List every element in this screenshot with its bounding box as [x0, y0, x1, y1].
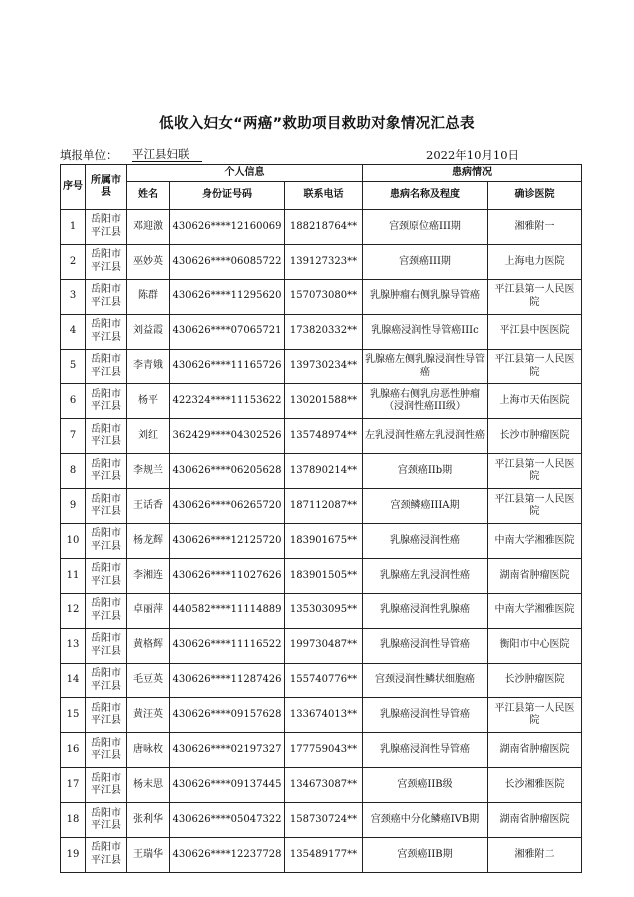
- cell-city: 岳阳市平江县: [86, 593, 127, 628]
- cell-diagnosis: 乳腺癌浸润性乳腺癌: [363, 593, 488, 628]
- cell-city: 岳阳市平江县: [86, 628, 127, 663]
- table-row: [61, 419, 582, 454]
- cell-id-number: 362429****04302526: [170, 419, 285, 454]
- cell-hospital: 平江县中医医院: [488, 314, 582, 349]
- cell-name: 黄汪英: [127, 698, 170, 733]
- reporting-unit-value: 平江县妇联: [132, 147, 202, 162]
- cell-phone: 139730234**: [285, 349, 363, 384]
- table-row: [61, 349, 582, 384]
- cell-hospital: 中南大学湘雅医院: [488, 593, 582, 628]
- cell-phone: 155740776**: [285, 663, 363, 698]
- cell-id-number: 430626****06085722: [170, 244, 285, 279]
- cell-id-number: 430626****06205628: [170, 454, 285, 489]
- cell-city: 岳阳市平江县: [86, 210, 127, 245]
- cell-diagnosis: 宫颈癌IIB期: [363, 838, 488, 873]
- cell-hospital: 湖南省肿瘤医院: [488, 733, 582, 768]
- header-phone: 联系电话: [285, 182, 363, 210]
- cell-hospital: 平江县第一人民医院: [488, 698, 582, 733]
- cell-phone: 158730724**: [285, 803, 363, 838]
- cell-id-number: 430626****12125720: [170, 524, 285, 559]
- cell-city: 岳阳市平江县: [86, 558, 127, 593]
- cell-diagnosis: 乳腺癌浸润性导管癌: [363, 698, 488, 733]
- cell-id-number: 430626****11287426: [170, 663, 285, 698]
- table-row: [61, 244, 582, 279]
- cell-city: 岳阳市平江县: [86, 349, 127, 384]
- table-row: [61, 628, 582, 663]
- cell-name: 李规兰: [127, 454, 170, 489]
- cell-seq: 18: [61, 803, 86, 838]
- cell-name: 陈群: [127, 279, 170, 314]
- cell-hospital: 湖南省肿瘤医院: [488, 558, 582, 593]
- cell-hospital: 上海电力医院: [488, 244, 582, 279]
- cell-name: 王话香: [127, 489, 170, 524]
- cell-phone: 183901675**: [285, 524, 363, 559]
- cell-id-number: 430626****09157628: [170, 698, 285, 733]
- cell-phone: 199730487**: [285, 628, 363, 663]
- cell-phone: 133674013**: [285, 698, 363, 733]
- table-row: [61, 663, 582, 698]
- cell-city: 岳阳市平江县: [86, 384, 127, 419]
- cell-name: 李青娥: [127, 349, 170, 384]
- cell-seq: 2: [61, 244, 86, 279]
- cell-hospital: 平江县第一人民医院: [488, 454, 582, 489]
- cell-id-number: 430626****11165726: [170, 349, 285, 384]
- cell-hospital: 平江县第一人民医院: [488, 489, 582, 524]
- cell-diagnosis: 乳腺癌浸润性导管癌: [363, 733, 488, 768]
- document-title: 低收入妇女“两癌”救助项目救助对象情况汇总表: [159, 116, 475, 132]
- cell-city: 岳阳市平江县: [86, 279, 127, 314]
- header-hospital: 确诊医院: [488, 182, 582, 210]
- cell-city: 岳阳市平江县: [86, 733, 127, 768]
- header-personal-info: 个人信息: [127, 165, 363, 182]
- cell-id-number: 430626****11116522: [170, 628, 285, 663]
- header-seq: 序号: [61, 165, 86, 210]
- report-meta: [60, 147, 580, 163]
- cell-city: 岳阳市平江县: [86, 698, 127, 733]
- cell-hospital: 长沙市肿瘤医院: [488, 419, 582, 454]
- cell-diagnosis: 宫颈癌IIB级: [363, 768, 488, 803]
- cell-id-number: 430626****06265720: [170, 489, 285, 524]
- cell-phone: 130201588**: [285, 384, 363, 419]
- header-disease-info: 患病情况: [363, 165, 582, 182]
- cell-diagnosis: 乳腺癌浸润性导管癌IIIc: [363, 314, 488, 349]
- cell-hospital: 长沙肿瘤医院: [488, 663, 582, 698]
- cell-name: 黄格辉: [127, 628, 170, 663]
- table-row: [61, 489, 582, 524]
- cell-name: 唐咏枚: [127, 733, 170, 768]
- cell-hospital: 平江县第一人民医院: [488, 279, 582, 314]
- header-name: 姓名: [127, 182, 170, 210]
- cell-hospital: 衡阳市中心医院: [488, 628, 582, 663]
- cell-id-number: 430626****05047322: [170, 803, 285, 838]
- cell-phone: 177759043**: [285, 733, 363, 768]
- cell-id-number: 430626****12237728: [170, 838, 285, 873]
- cell-seq: 6: [61, 384, 86, 419]
- cell-phone: 135489177**: [285, 838, 363, 873]
- cell-name: 刘红: [127, 419, 170, 454]
- cell-hospital: 湘雅附二: [488, 838, 582, 873]
- cell-phone: 183901505**: [285, 558, 363, 593]
- table-row: [61, 558, 582, 593]
- cell-seq: 5: [61, 349, 86, 384]
- cell-seq: 19: [61, 838, 86, 873]
- cell-diagnosis: 宫颈癌IIb期: [363, 454, 488, 489]
- cell-diagnosis: 宫颈浸润性鳞状细胞癌: [363, 663, 488, 698]
- cell-hospital: 中南大学湘雅医院: [488, 524, 582, 559]
- cell-seq: 1: [61, 210, 86, 245]
- table-row: [61, 210, 582, 245]
- cell-city: 岳阳市平江县: [86, 838, 127, 873]
- cell-city: 岳阳市平江县: [86, 244, 127, 279]
- cell-id-number: 440582****11114889: [170, 593, 285, 628]
- cell-id-number: 430626****12160069: [170, 210, 285, 245]
- cell-hospital: 湘雅附一: [488, 210, 582, 245]
- cell-seq: 16: [61, 733, 86, 768]
- header-row-columns: [61, 182, 582, 210]
- report-date: 2022年10月10日: [426, 148, 520, 162]
- cell-seq: 11: [61, 558, 86, 593]
- cell-phone: 157073080**: [285, 279, 363, 314]
- cell-name: 卓丽萍: [127, 593, 170, 628]
- cell-city: 岳阳市平江县: [86, 524, 127, 559]
- cell-name: 杨末思: [127, 768, 170, 803]
- cell-seq: 4: [61, 314, 86, 349]
- cell-phone: 188218764**: [285, 210, 363, 245]
- cell-city: 岳阳市平江县: [86, 803, 127, 838]
- header-city: 所属市县: [86, 165, 127, 210]
- cell-diagnosis: 乳腺癌浸润性癌: [363, 524, 488, 559]
- cell-name: 杨龙辉: [127, 524, 170, 559]
- cell-diagnosis: 左乳浸润性癌左乳浸润性癌: [363, 419, 488, 454]
- header-row-group: [61, 165, 582, 182]
- cell-id-number: 422324****11153622: [170, 384, 285, 419]
- cell-city: 岳阳市平江县: [86, 489, 127, 524]
- cell-seq: 9: [61, 489, 86, 524]
- cell-id-number: 430626****11295620: [170, 279, 285, 314]
- cell-diagnosis: 乳腺癌左侧乳腺浸润性导管癌: [363, 349, 488, 384]
- cell-diagnosis: 宫颈原位癌III期: [363, 210, 488, 245]
- table-row: [61, 454, 582, 489]
- cell-seq: 12: [61, 593, 86, 628]
- cell-city: 岳阳市平江县: [86, 768, 127, 803]
- cell-city: 岳阳市平江县: [86, 314, 127, 349]
- table-row: [61, 524, 582, 559]
- cell-seq: 15: [61, 698, 86, 733]
- cell-seq: 3: [61, 279, 86, 314]
- cell-id-number: 430626****11027626: [170, 558, 285, 593]
- cell-diagnosis: 乳腺肿瘤右侧乳腺导管癌: [363, 279, 488, 314]
- cell-id-number: 430626****07065721: [170, 314, 285, 349]
- cell-diagnosis: 乳腺癌右侧乳房恶性肿瘤（浸润性癌III级）: [363, 384, 488, 419]
- cell-city: 岳阳市平江县: [86, 419, 127, 454]
- cell-id-number: 430626****02197327: [170, 733, 285, 768]
- cell-city: 岳阳市平江县: [86, 454, 127, 489]
- cell-phone: 139127323**: [285, 244, 363, 279]
- cell-hospital: 上海市天佑医院: [488, 384, 582, 419]
- table-row: [61, 768, 582, 803]
- table-body: [61, 210, 582, 873]
- cell-city: 岳阳市平江县: [86, 663, 127, 698]
- table-row: [61, 803, 582, 838]
- cell-diagnosis: 乳腺癌浸润性导管癌: [363, 628, 488, 663]
- cell-hospital: 湖南省肿瘤医院: [488, 803, 582, 838]
- header-diagnosis: 患病名称及程度: [363, 182, 488, 210]
- cell-name: 李湘连: [127, 558, 170, 593]
- table-row: [61, 314, 582, 349]
- cell-name: 毛豆英: [127, 663, 170, 698]
- cell-name: 刘益霞: [127, 314, 170, 349]
- header-id-number: 身份证号码: [170, 182, 285, 210]
- table-row: [61, 593, 582, 628]
- cell-seq: 7: [61, 419, 86, 454]
- table-row: [61, 279, 582, 314]
- cell-name: 张利华: [127, 803, 170, 838]
- cell-phone: 134673087**: [285, 768, 363, 803]
- cell-diagnosis: 宫颈鳞癌IIIA期: [363, 489, 488, 524]
- cell-phone: 173820332**: [285, 314, 363, 349]
- cell-name: 王瑞华: [127, 838, 170, 873]
- beneficiary-table: [60, 164, 582, 873]
- reporting-unit-label: 填报单位：: [60, 148, 118, 162]
- cell-name: 邓迎激: [127, 210, 170, 245]
- cell-diagnosis: 乳腺癌左乳浸润性癌: [363, 558, 488, 593]
- cell-phone: 187112087**: [285, 489, 363, 524]
- cell-name: 杨平: [127, 384, 170, 419]
- cell-seq: 8: [61, 454, 86, 489]
- cell-phone: 137890214**: [285, 454, 363, 489]
- cell-seq: 10: [61, 524, 86, 559]
- cell-seq: 17: [61, 768, 86, 803]
- cell-name: 巫妙英: [127, 244, 170, 279]
- cell-seq: 13: [61, 628, 86, 663]
- cell-phone: 135748974**: [285, 419, 363, 454]
- cell-diagnosis: 宫颈癌中分化鳞癌IVB期: [363, 803, 488, 838]
- table-row: [61, 838, 582, 873]
- cell-phone: 135303095**: [285, 593, 363, 628]
- table-row: [61, 733, 582, 768]
- table-row: [61, 698, 582, 733]
- cell-hospital: 平江县第一人民医院: [488, 349, 582, 384]
- cell-hospital: 长沙湘雅医院: [488, 768, 582, 803]
- cell-seq: 14: [61, 663, 86, 698]
- cell-id-number: 430626****09137445: [170, 768, 285, 803]
- cell-diagnosis: 宫颈癌III期: [363, 244, 488, 279]
- table-row: [61, 384, 582, 419]
